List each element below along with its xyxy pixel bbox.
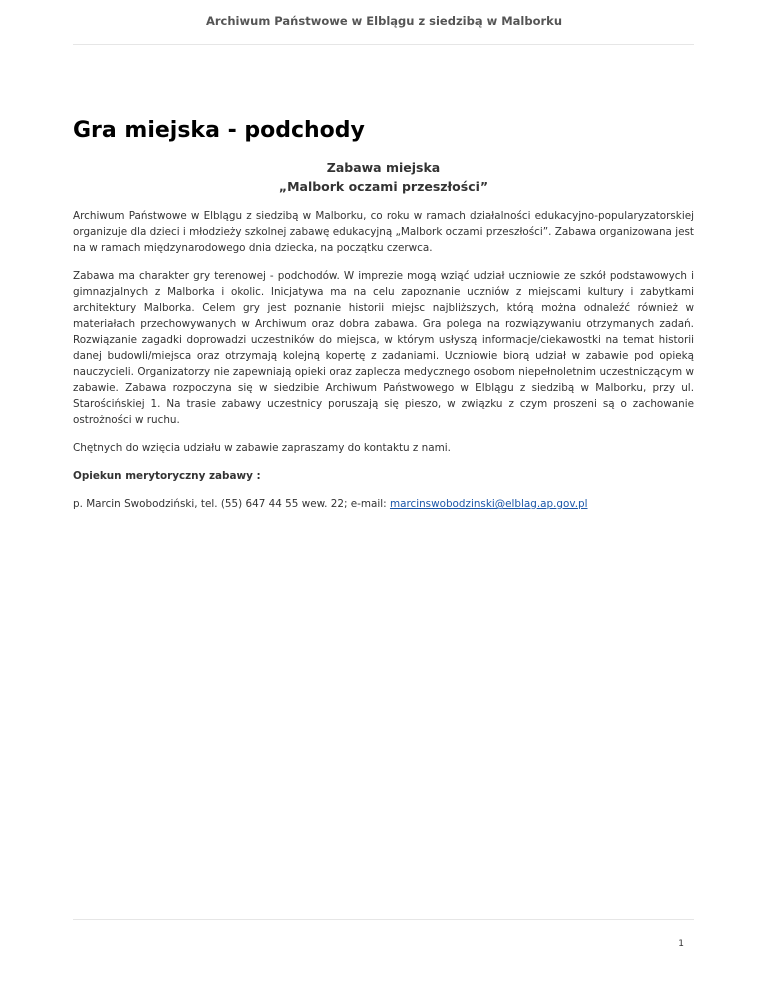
contact-paragraph [73, 496, 694, 512]
page-number: 1 [678, 939, 684, 949]
page-title: Gra miejska - podchody [73, 118, 365, 143]
header-divider [73, 44, 694, 45]
email-link[interactable]: marcinswobodzinski@elblag.ap.gov.pl [389, 498, 588, 510]
subtitle-block [73, 158, 694, 196]
footer-divider [73, 919, 694, 920]
article-body [73, 208, 694, 512]
supervisor-heading: Opiekun merytoryczny zabawy : [73, 470, 261, 482]
invitation-paragraph: Chętnych do wzięcia udziału w zabawie zapraszamy do kontaktu z nami. [73, 442, 451, 454]
description-paragraph: Zabawa ma charakter gry terenowej - podchodów. W imprezie mogą wziąć udział uczniowie ze szkół podstawowych i gimnazjalnych z Malborka i okolic. Inicjatywa ma na celu zapoznanie uczniów z miejscami kultury i zabytkami architektury Malborka. Celem gry jest poznanie historii miejsc najbliższych, którą można odnaleźć również w materiałach przechowywanych w Archiwum oraz dobra zabawa. Gra polega na rozwiązywaniu otrzymanych zadań. Rozwiązanie zagadki doprowadzi uczestników do miejsca, w którym usłyszą informacje/ciekawostki na temat historii danej budowli/miejsca oraz otrzymają kolejną kopertę z zadaniami. Uczniowie biorą udział w zabawie pod opieką nauczycieli. Organizatorzy nie zapewniają opieki oraz zaplecza medycznego osobom niepełnoletnim uczestniczącym w zabawie. Zabawa rozpoczyna się w siedzibie Archiwum Państwowego w Elblągu z siedzibą w Malborku, przy ul. Starościńskiej 1. Na trasie zabawy uczestnicy poruszają się pieszo, w związku z czym proszeni są o zachowanie ostrożności w ruchu. [73, 270, 694, 426]
contact-text: p. Marcin Swobodziński, tel. (55) 647 44 55 wew. 22; e-mail: [73, 498, 390, 510]
subtitle-line-2: „Malbork oczami przeszłości” [278, 179, 489, 194]
page-header: Archiwum Państwowe w Elblągu z siedzibą w Malborku [205, 14, 563, 28]
subtitle-line-1: Zabawa miejska [326, 160, 441, 175]
article [73, 116, 694, 524]
intro-paragraph: Archiwum Państwowe w Elblągu z siedzibą w Malborku, co roku w ramach działalności edukacyjno-popularyzatorskiej organizuje dla dzieci i młodzieży szkolnej zabawę edukacyjną „Malbork oczami przeszłości”. Zabawa organizowana jest na w ramach międzynarodowego dnia dziecka, na początku czerwca. [73, 210, 694, 254]
